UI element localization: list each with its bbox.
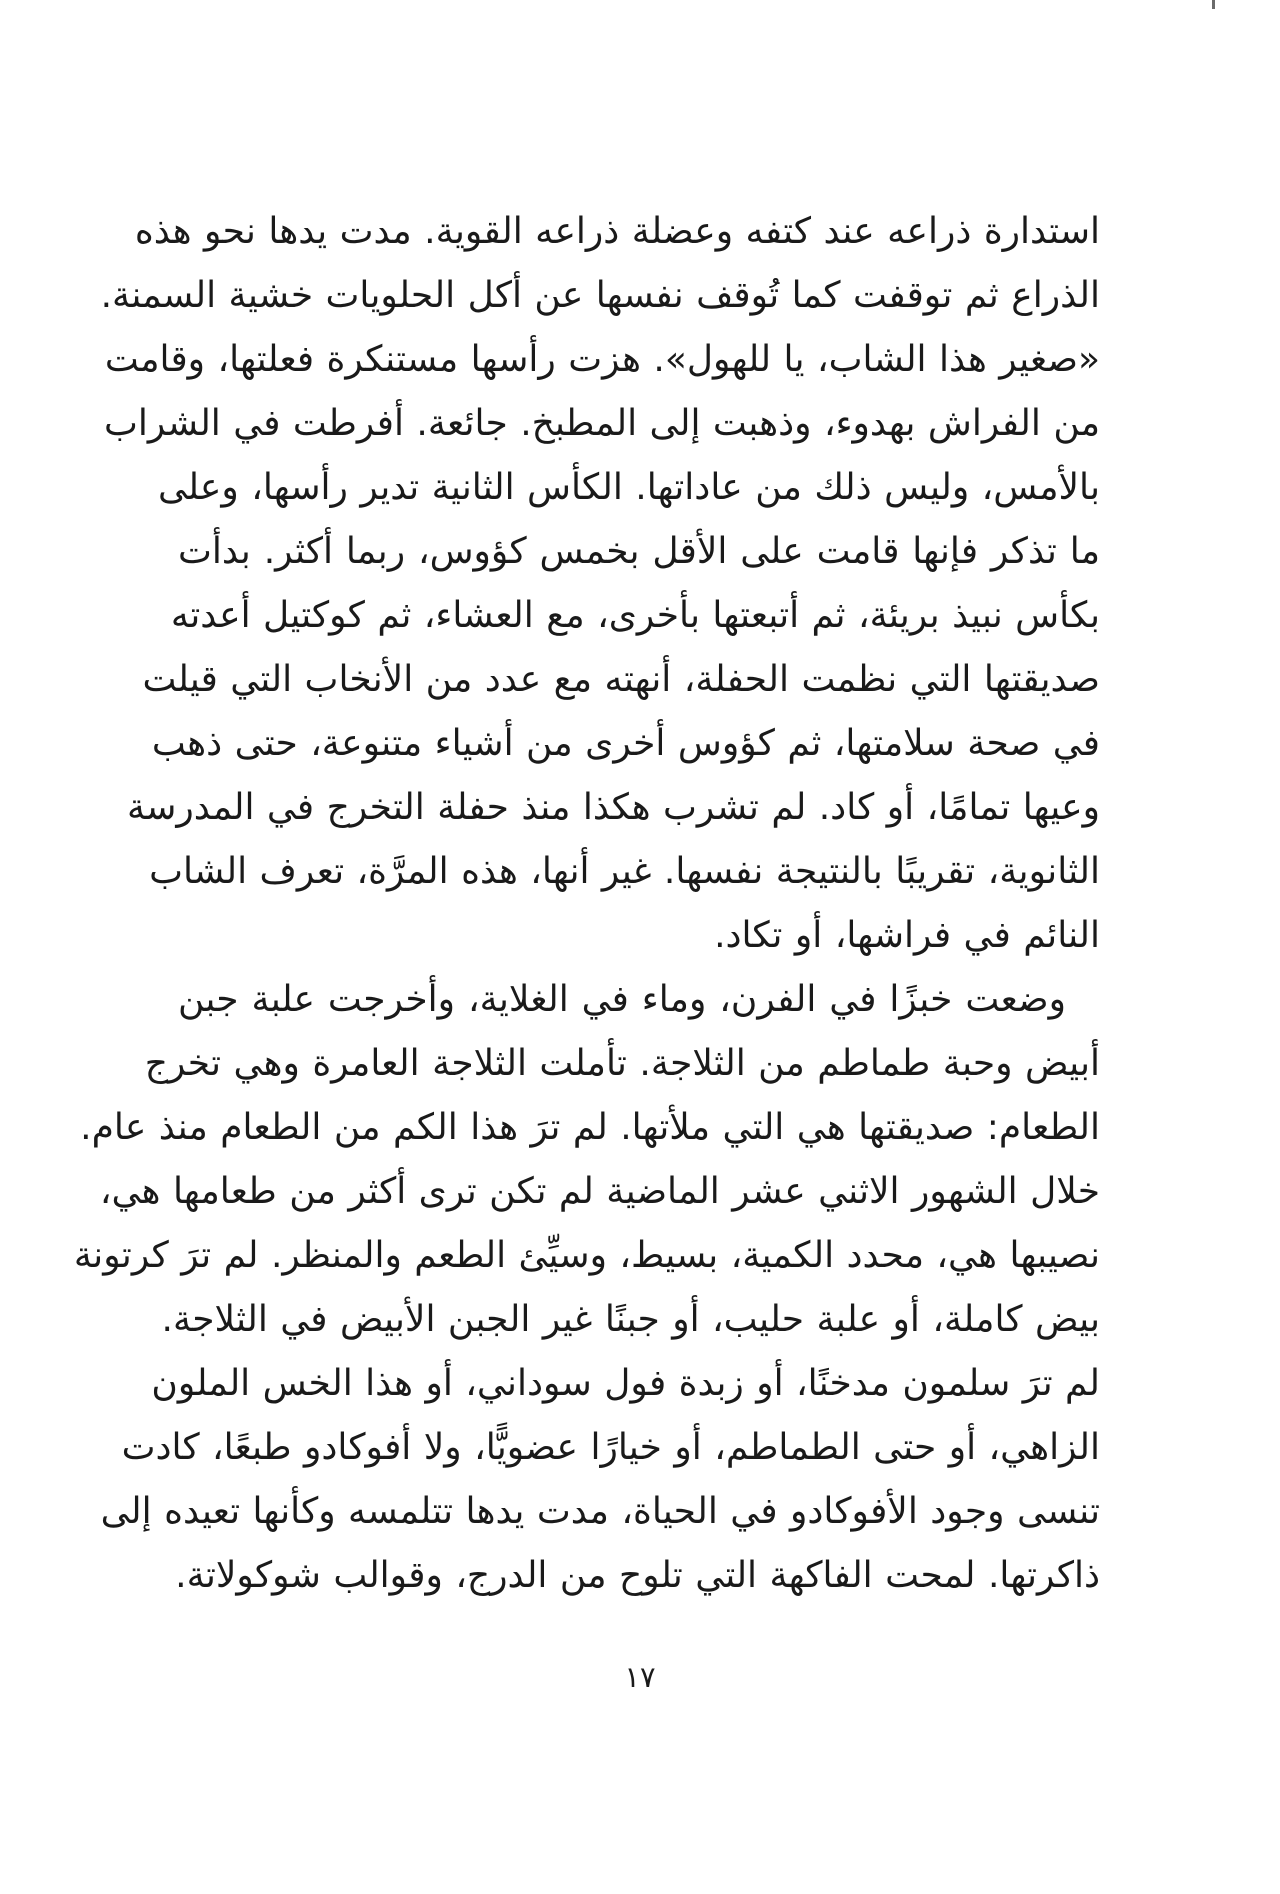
text-line: النائم في فراشها، أو تكاد. bbox=[714, 915, 1100, 956]
text-line: نصيبها هي، محدد الكمية، بسيط، وسيِّئ الطعم والمنظر. لم ترَ كرتونة bbox=[73, 1235, 1100, 1276]
text-line: في صحة سلامتها، ثم كؤوس أخرى من أشياء متنوعة، حتى ذهب bbox=[151, 723, 1100, 764]
text-line: الثانوية، تقريبًا بالنتيجة نفسها. غير أنها، هذه المرَّة، تعرف الشاب bbox=[149, 851, 1100, 892]
text-line: لم ترَ سلمون مدخنًا، أو زبدة فول سوداني، أو هذا الخس الملون bbox=[151, 1363, 1100, 1404]
text-line: ذاكرتها. لمحت الفاكهة التي تلوح من الدرج، وقوالب شوكولاتة. bbox=[175, 1555, 1100, 1596]
text-line: الطعام: صديقتها هي التي ملأتها. لم ترَ هذا الكم من الطعام منذ عام. bbox=[80, 1107, 1100, 1148]
text-line: وعيها تمامًا، أو كاد. لم تشرب هكذا منذ حفلة التخرج في المدرسة bbox=[126, 787, 1100, 828]
text-line: وضعت خبزًا في الفرن، وماء في الغلاية، وأخرجت علبة جبن bbox=[178, 979, 1066, 1020]
text-line: ما تذكر فإنها قامت على الأقل بخمس كؤوس، ربما أكثر. بدأت bbox=[178, 531, 1100, 572]
text-line: أبيض وحبة طماطم من الثلاجة. تأملت الثلاجة العامرة وهي تخرج bbox=[144, 1043, 1100, 1084]
text-line: الذراع ثم توقفت كما تُوقف نفسها عن أكل الحلويات خشية السمنة. bbox=[100, 275, 1100, 316]
page-text-block bbox=[73, 200, 1100, 1608]
text-line: استدارة ذراعه عند كتفه وعضلة ذراعه القوية. مدت يدها نحو هذه bbox=[134, 211, 1100, 252]
page-number: ١٧ bbox=[624, 1660, 656, 1694]
text-line: بيض كاملة، أو علبة حليب، أو جبنًا غير الجبن الأبيض في الثلاجة. bbox=[161, 1299, 1100, 1340]
text-line: خلال الشهور الاثني عشر الماضية لم تكن ترى أكثر من طعامها هي، bbox=[99, 1171, 1100, 1212]
text-line: تنسى وجود الأفوكادو في الحياة، مدت يدها تتلمسه وكأنها تعيده إلى bbox=[100, 1491, 1100, 1532]
text-line: بالأمس، وليس ذلك من عاداتها. الكأس الثانية تدير رأسها، وعلى bbox=[157, 467, 1100, 508]
text-line: بكأس نبيذ بريئة، ثم أتبعتها بأخرى، مع العشاء، ثم كوكتيل أعدته bbox=[170, 595, 1100, 636]
text-line: «صغير هذا الشاب، يا للهول». هزت رأسها مستنكرة فعلتها، وقامت bbox=[104, 339, 1100, 380]
text-line: من الفراش بهدوء، وذهبت إلى المطبخ. جائعة. أفرطت في الشراب bbox=[103, 403, 1100, 444]
text-line: صديقتها التي نظمت الحفلة، أنهته مع عدد من الأنخاب التي قيلت bbox=[142, 659, 1100, 700]
scan-artifact-mark bbox=[1212, 0, 1215, 9]
text-line: الزاهي، أو حتى الطماطم، أو خيارًا عضويًّا، ولا أفوكادو طبعًا، كادت bbox=[121, 1427, 1100, 1468]
